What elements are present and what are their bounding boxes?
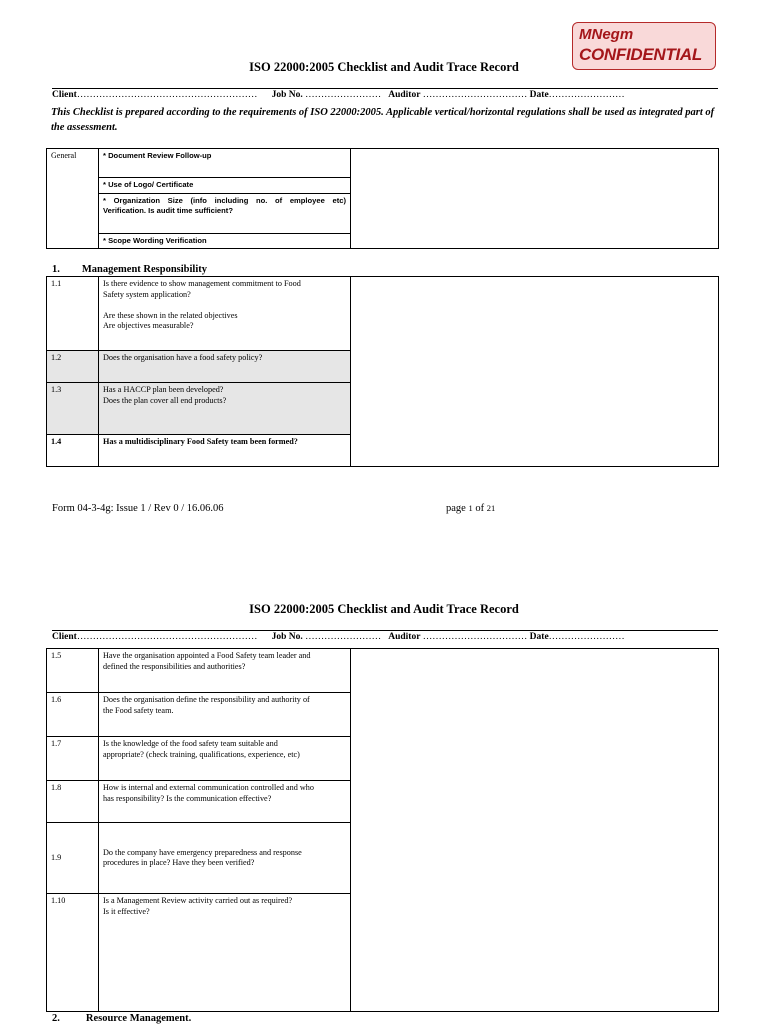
table-row: 1.4 Has a multidisciplinary Food Safety team been formed? [47, 435, 719, 467]
general-item: * Organization Size (info including no. of employee etc) Verification. Is audit time sufficient? [99, 193, 351, 233]
question-cell: Is a Management Review activity carried out as required? Is it effective? [99, 894, 351, 1012]
answer-cell[interactable] [351, 649, 719, 1012]
page-title: ISO 22000:2005 Checklist and Audit Trace Record [249, 602, 519, 616]
section-heading: 2. Resource Management. [52, 1013, 192, 1024]
general-item: * Use of Logo/ Certificate [99, 178, 351, 194]
date-label: Date [529, 90, 549, 100]
form-reference: Form 04-3-4g: Issue 1 / Rev 0 / 16.06.06 [52, 503, 224, 514]
section-heading: 1. Management Responsibility [52, 264, 208, 275]
question-cell: Is there evidence to show management commitment to Food Safety system application? Are these shown in the related objectives Are objectives measurable? [99, 277, 351, 351]
question-cell: Do the company have emergency preparedness and response procedures in place? Have they been verified? [99, 823, 351, 894]
question-cell: Does the organisation have a food safety policy? [99, 351, 351, 383]
general-item: * Scope Wording Verification [99, 233, 351, 249]
divider [52, 630, 718, 631]
client-label: Client [52, 632, 77, 642]
table-row: 1.2 Does the organisation have a food safety policy? [47, 351, 719, 383]
info-line: Client………………………………………………… Job No. …………………… Auditor …………………………… Date…………………… [52, 632, 625, 642]
question-cell: Does the organisation define the responsibility and authority of the Food safety team. [99, 693, 351, 737]
question-cell: How is internal and external communication controlled and who has responsibility? Is the communication effective? [99, 781, 351, 823]
question-cell: Is the knowledge of the food safety team suitable and appropriate? (check training, qualifications, experience, etc) [99, 737, 351, 781]
question-cell: Has a HACCP plan been developed? Does the plan cover all end products? [99, 383, 351, 435]
general-item: * Document Review Follow-up [99, 149, 351, 178]
auditor-label: Auditor [388, 90, 421, 100]
answer-cell[interactable] [351, 149, 719, 249]
stamp-confidential: CONFIDENTIAL [579, 45, 702, 64]
table-row: 1.3 Has a HACCP plan been developed? Does the plan cover all end products? [47, 383, 719, 435]
job-label: Job No. [271, 90, 303, 100]
intro-text: This Checklist is prepared according to the requirements of ISO 22000:2005. Applicable vertical/horizontal regulations shall be used as integrated part of the assessment. [51, 107, 715, 133]
auditor-label: Auditor [388, 632, 421, 642]
info-line: Client………………………………………………… Job No. …………………… Auditor …………………………… Date…………………… [52, 90, 625, 100]
general-table [46, 148, 719, 249]
client-label: Client [52, 90, 77, 100]
table-row: 1.10 Is a Management Review activity carried out as required? Is it effective? [47, 894, 719, 1012]
table-row: 1.7 Is the knowledge of the food safety team suitable and appropriate? (check training, qualifications, experience, etc) [47, 737, 719, 781]
question-cell: Has a multidisciplinary Food Safety team been formed? [99, 435, 351, 467]
answer-cell[interactable] [351, 277, 719, 467]
table-row: 1.5 Have the organisation appointed a Food Safety team leader and defined the responsibilities and authorities? [47, 649, 719, 693]
table-row: 1.9 Do the company have emergency preparedness and response procedures in place? Have they been verified? [47, 823, 719, 894]
page-number: page 1 of 21 [446, 503, 496, 514]
divider [52, 88, 718, 89]
page-title: ISO 22000:2005 Checklist and Audit Trace Record [249, 60, 519, 74]
job-label: Job No. [271, 632, 303, 642]
table-row: 1.1 Is there evidence to show management commitment to Food Safety system application? Are these shown in the related objectives Are objectives measurable? [47, 277, 719, 351]
checklist-table-page1 [46, 276, 719, 467]
date-label: Date [529, 632, 549, 642]
table-row: 1.8 How is internal and external communication controlled and who has responsibility? Is the communication effective? [47, 781, 719, 823]
stamp-brand: MNegm [579, 26, 634, 43]
general-label: General [47, 149, 99, 249]
table-row: 1.6 Does the organisation define the responsibility and authority of the Food safety team. [47, 693, 719, 737]
checklist-table-page2 [46, 648, 719, 1012]
question-cell: Have the organisation appointed a Food Safety team leader and defined the responsibilities and authorities? [99, 649, 351, 693]
